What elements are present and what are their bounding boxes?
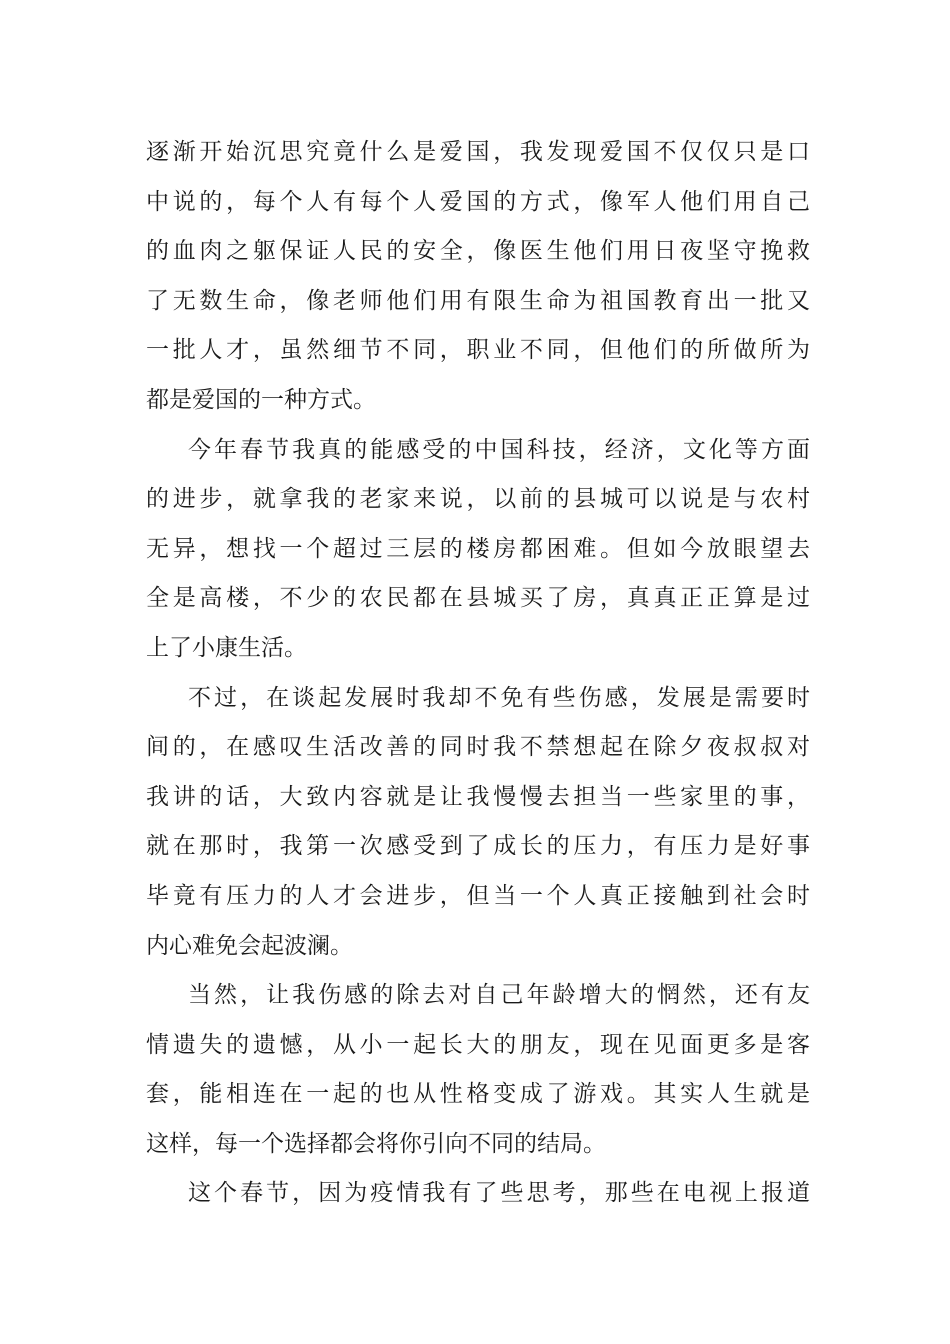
text-line: 内心难免会起波澜。 [146,932,353,959]
text-line: 都是爱国的一种方式。 [146,386,376,413]
text-line: 逐渐开始沉思究竟什么是爱国，我发现爱国不仅仅只是口 [146,139,810,165]
text-line: 情遗失的遗憾，从小一起长大的朋友，现在见面更多是客 [146,1031,810,1058]
text-line: 今年春节我真的能感受的中国科技，经济，文化等方面 [188,436,810,463]
text-line: 不过，在谈起发展时我却不免有些伤感，发展是需要时 [188,684,810,711]
text-line: 间的，在感叹生活改善的同时我不禁想起在除夕夜叔叔对 [146,734,810,761]
text-line: 全是高楼，不少的农民都在县城买了房，真真正正算是过 [146,585,810,612]
text-line: 的进步，就拿我的老家来说，以前的县城可以说是与农村 [146,486,810,513]
text-line: 当然，让我伤感的除去对自己年龄增大的惘然，还有友 [188,982,810,1009]
text-line: 毕竟有压力的人才会进步，但当一个人真正接触到社会时 [146,882,810,909]
text-line: 这个春节，因为疫情我有了些思考，那些在电视上报道 [188,1180,810,1207]
text-line: 中说的，每个人有每个人爱国的方式，像军人他们用自己 [146,188,810,215]
text-line: 了无数生命，像老师他们用有限生命为祖国教育出一批又 [146,287,810,314]
text-line: 套，能相连在一起的也从性格变成了游戏。其实人生就是 [146,1081,810,1108]
text-line: 的血肉之躯保证人民的安全，像医生他们用日夜坚守挽救 [146,238,810,265]
text-line: 一批人才，虽然细节不同，职业不同，但他们的所做所为 [146,337,810,364]
text-line: 无异，想找一个超过三层的楼房都困难。但如今放眼望去 [146,535,810,562]
body-text [146,128,810,1219]
text-line: 就在那时，我第一次感受到了成长的压力，有压力是好事 [146,833,810,860]
text-line: 这样，每一个选择都会将你引向不同的结局。 [146,1130,606,1157]
text-line: 上了小康生活。 [146,634,307,661]
text-line: 我讲的话，大致内容就是让我慢慢去担当一些家里的事， [146,783,810,810]
